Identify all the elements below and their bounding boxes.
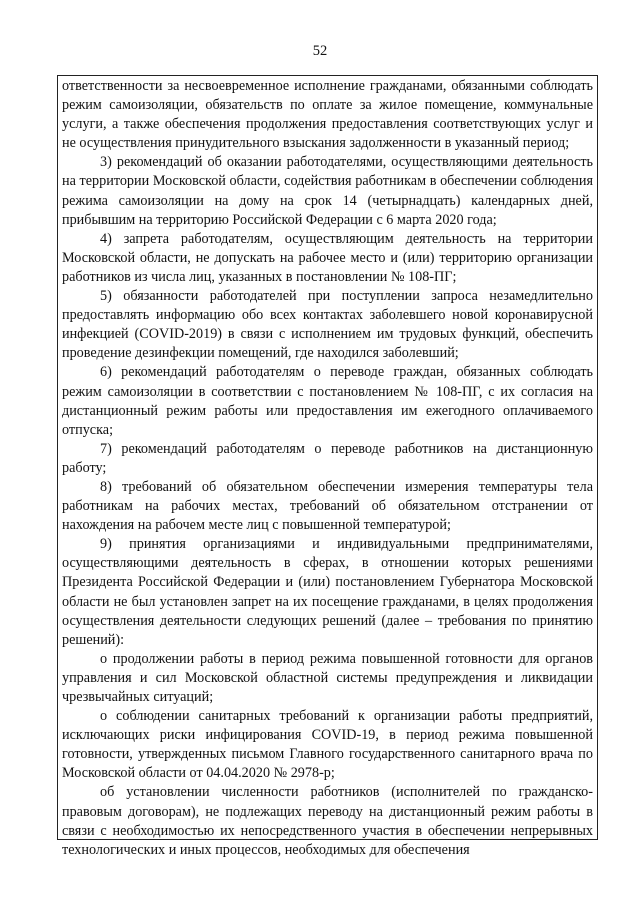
- paragraph-continuation: ответственности за несвоевременное исполнение гражданами, обязанными соблюдать режим самоизоляции, обязательств по оплате за жилое помещение, коммунальные услуги, а также обеспечения продолжения предоставления соответствующих услуг и не осуществления принудительного взыскания задолженности в указанный период;: [62, 78, 593, 152]
- paragraph-item-4: 4) запрета работодателям, осуществляющим деятельность на территории Московской области, не допускать на рабочее место и (или) территорию организации работников из числа лиц, указанных в постановлении № 108-ПГ;: [62, 230, 593, 285]
- paragraph-sub-sanitary: о соблюдении санитарных требований к организации работы предприятий, исключающих риски инфицирования COVID-19, в период режима повышенной готовности, утвержденных письмом Главного государственного санитарного врача по Московской области от 04.04.2020 № 2978-р;: [62, 708, 593, 782]
- paragraph-item-6: 6) рекомендаций работодателям о переводе граждан, обязанных соблюдать режим самоизоляции в соответствии с постановлением № 108-ПГ, с их согласия на дистанционный режим работы или предоставления им ежегодного оплачиваемого отпуска;: [62, 364, 593, 438]
- document-text-frame: [57, 75, 598, 858]
- paragraph-sub-staffing: об установлении численности работников (исполнителей по гражданско-правовым договорам), не подлежащих переводу на дистанционный режим работы в связи с необходимостью их непосредственного участия в обеспечении непрерывных технологических и иных процессов, необходимых для обеспечения: [62, 784, 593, 858]
- paragraph-item-5: 5) обязанности работодателей при поступлении запроса незамедлительно предоставлять информацию обо всех контактах заболевшего новой коронавирусной инфекцией (COVID-2019) в связи с исполнением им трудовых функций, обеспечить проведение дезинфекции помещений, где находился заболевший;: [62, 288, 593, 362]
- paragraph-item-8: 8) требований об обязательном обеспечении измерения температуры тела работникам на рабочих местах, требований об обязательном отстранении от нахождения на рабочем месте лиц с повышенной температурой;: [62, 478, 593, 534]
- paragraph-item-9: 9) принятия организациями и индивидуальными предпринимателями, осуществляющими деятельность в сферах, в отношении которых решениями Президента Российской Федерации и (или) постановлением Губернатора Московской области не был установлен запрет на их посещение гражданами, в целях продолжения осуществления деятельности следующих решений (далее – требования по принятию решений):: [62, 536, 593, 648]
- paragraph-item-7: 7) рекомендаций работодателям о переводе работников на дистанционную работу;: [62, 440, 593, 476]
- paragraph-item-3: 3) рекомендаций об оказании работодателями, осуществляющими деятельность на территории Московской области, содействия работникам в обеспечении соблюдения режима самоизоляции на дому на срок 14 (четырнадцать) календарных дней, прибывшим на территорию Российской Федерации с 6 марта 2020 года;: [62, 154, 593, 228]
- page-number: 52: [312, 43, 328, 59]
- paragraph-sub-operations: о продолжении работы в период режима повышенной готовности для органов управления и сил Московской областной системы предупреждения и ликвидации чрезвычайных ситуаций;: [62, 650, 593, 705]
